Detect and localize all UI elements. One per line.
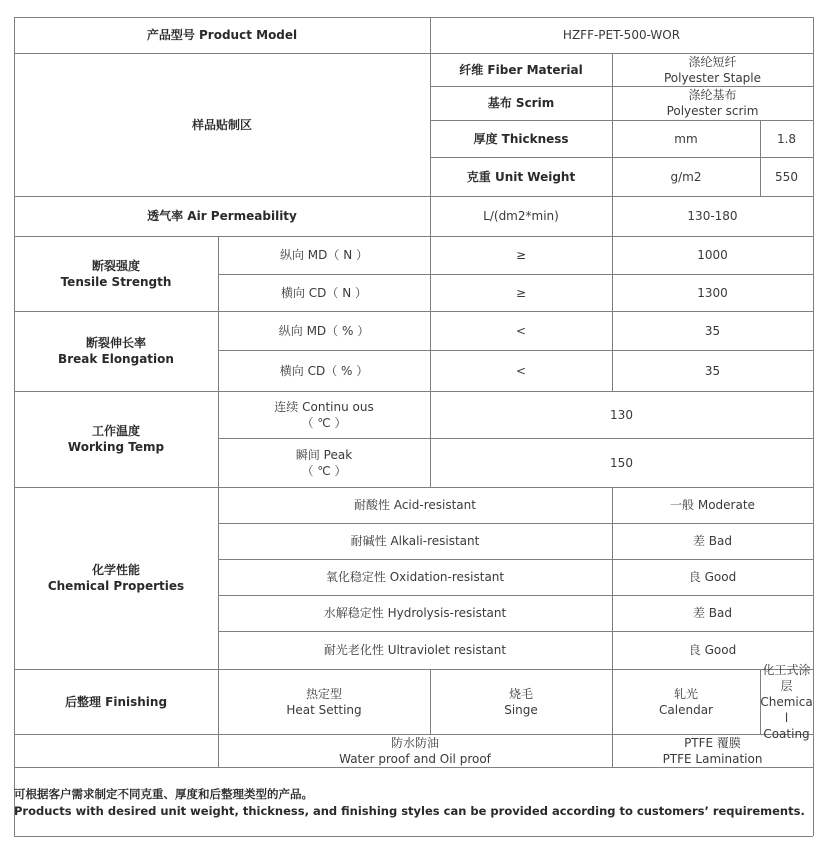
- tensile-strength-label: [14, 236, 218, 311]
- finishing-chemical-coating: [760, 662, 813, 741]
- air-permeability-value: 130-180: [687, 209, 738, 223]
- product-model-value: HZFF-PET-500-WOR: [562, 28, 681, 42]
- water-oil-proof-en: Water proof and Oil proof: [339, 751, 491, 766]
- scrim-label: 基布 Scrim: [487, 96, 555, 110]
- chemical-coating-zh-2: 层: [780, 678, 793, 693]
- air-permeability-label: 透气率 Air Permeability: [147, 209, 297, 223]
- tensile-md-value: 1000: [697, 248, 728, 262]
- elongation-md-value: 35: [704, 323, 721, 338]
- oxidation-resistant-property: 氧化稳定性 Oxidation-resistant: [325, 570, 505, 584]
- working-temp-label: [14, 391, 218, 487]
- heat-setting-zh: 热定型: [305, 686, 342, 701]
- tensile-cd-operator: ≥: [515, 285, 527, 300]
- elongation-cd-value: 35: [704, 363, 721, 378]
- thickness-value: 1.8: [776, 131, 797, 146]
- thickness-unit: mm: [674, 131, 698, 146]
- alkali-resistant-value: 差 Bad: [692, 534, 733, 548]
- finishing-water-oil-proof: [218, 734, 612, 767]
- chemical-coating-en-2: l Coating: [763, 710, 810, 741]
- elongation-md-operator: <: [515, 323, 527, 338]
- tensile-strength-label-zh: 断裂强度: [91, 258, 140, 273]
- chemical-properties-label-zh: 化学性能: [91, 563, 140, 577]
- working-temp-continuous-label: [218, 391, 430, 438]
- continuous-line2: （ ℃ ）: [301, 415, 347, 430]
- fiber-material-value-en: Polyester Staple: [663, 70, 762, 85]
- elongation-md-direction: 纵向 MD（ % ）: [278, 323, 370, 338]
- hydrolysis-resistant-value: 差 Bad: [692, 606, 733, 620]
- finishing-singe: [430, 669, 612, 734]
- ultraviolet-resistant-value: 良 Good: [688, 643, 737, 657]
- thickness-label: 厚度 Thickness: [473, 131, 569, 146]
- fiber-material-label: 纤维 Fiber Material: [459, 62, 583, 77]
- scrim-value-en: Polyester scrim: [666, 104, 759, 118]
- unit-weight-value: 550: [775, 169, 798, 184]
- singe-en: Singe: [504, 702, 538, 717]
- scrim-value-zh: 涤纶基布: [688, 88, 737, 102]
- scrim-value: [612, 86, 813, 120]
- alkali-resistant-property: 耐碱性 Alkali-resistant: [350, 534, 480, 548]
- ptfe-lamination-zh: PTFE 覆膜: [684, 735, 741, 750]
- oxidation-resistant-value: 良 Good: [688, 570, 737, 584]
- finishing-label: 后整理 Finishing: [64, 694, 168, 709]
- working-temp-label-en: Working Temp: [67, 440, 165, 454]
- continuous-line1: 连续 Continu ous: [274, 399, 374, 414]
- hydrolysis-resistant-property: 水解稳定性 Hydrolysis-resistant: [323, 606, 507, 620]
- fiber-material-value-zh: 涤纶短纤: [688, 54, 737, 69]
- heat-setting-en: Heat Setting: [286, 702, 362, 717]
- chemical-coating-en-1: Chemica: [760, 694, 813, 709]
- ultraviolet-resistant-property: 耐光老化性 Ultraviolet resistant: [323, 643, 507, 657]
- break-elongation-label-en: Break Elongation: [58, 352, 174, 366]
- tensile-md-operator: ≥: [515, 248, 527, 262]
- water-oil-proof-zh: 防水防油: [390, 735, 439, 750]
- tensile-strength-label-en: Tensile Strength: [60, 274, 172, 289]
- peak-line1: 瞬间 Peak: [295, 447, 353, 462]
- unit-weight-unit: g/m2: [670, 169, 702, 184]
- product-model-label: 产品型号 Product Model: [146, 28, 298, 42]
- ptfe-lamination-en: PTFE Lamination: [662, 751, 763, 766]
- acid-resistant-value: 一般 Moderate: [670, 498, 755, 512]
- finishing-calendar: [612, 669, 760, 734]
- finishing-ptfe-lamination: [612, 734, 813, 767]
- chemical-properties-label-en: Chemical Properties: [47, 579, 185, 593]
- unit-weight-label: 克重 Unit Weight: [466, 169, 576, 184]
- fiber-material-value: [612, 53, 813, 86]
- elongation-cd-operator: <: [515, 363, 527, 378]
- footer-note-en: Products with desired unit weight, thickness, and finishing styles can be provided according to customers’ requirements.: [14, 804, 805, 818]
- air-permeability-unit: L/(dm2*min): [483, 209, 559, 223]
- singe-zh: 烧毛: [508, 686, 533, 701]
- working-temp-label-zh: 工作温度: [91, 424, 140, 438]
- calendar-en: Calendar: [659, 702, 713, 717]
- working-temp-continuous-value: 130: [610, 407, 633, 422]
- finishing-heat-setting: [218, 669, 430, 734]
- calendar-zh: 轧光: [673, 686, 698, 701]
- tensile-md-direction: 纵向 MD（ N ）: [279, 248, 368, 262]
- tensile-cd-value: 1300: [697, 285, 728, 300]
- chemical-coating-zh-1: 化工式涂: [762, 662, 811, 677]
- working-temp-peak-label: [218, 438, 430, 487]
- footer-note-zh: 可根据客户需求制定不同克重、厚度和后整理类型的产品。: [14, 787, 313, 801]
- break-elongation-label-zh: 断裂伸长率: [85, 336, 146, 350]
- tensile-cd-direction: 横向 CD（ N ）: [280, 285, 368, 300]
- sample-area-label: 样品贴制区: [191, 117, 252, 132]
- peak-line2: （ ℃ ）: [301, 463, 347, 478]
- acid-resistant-property: 耐酸性 Acid-resistant: [354, 498, 476, 512]
- break-elongation-label: [14, 311, 218, 391]
- working-temp-peak-value: 150: [610, 455, 633, 470]
- chemical-properties-label: [14, 487, 218, 669]
- elongation-cd-direction: 横向 CD（ % ）: [279, 363, 369, 378]
